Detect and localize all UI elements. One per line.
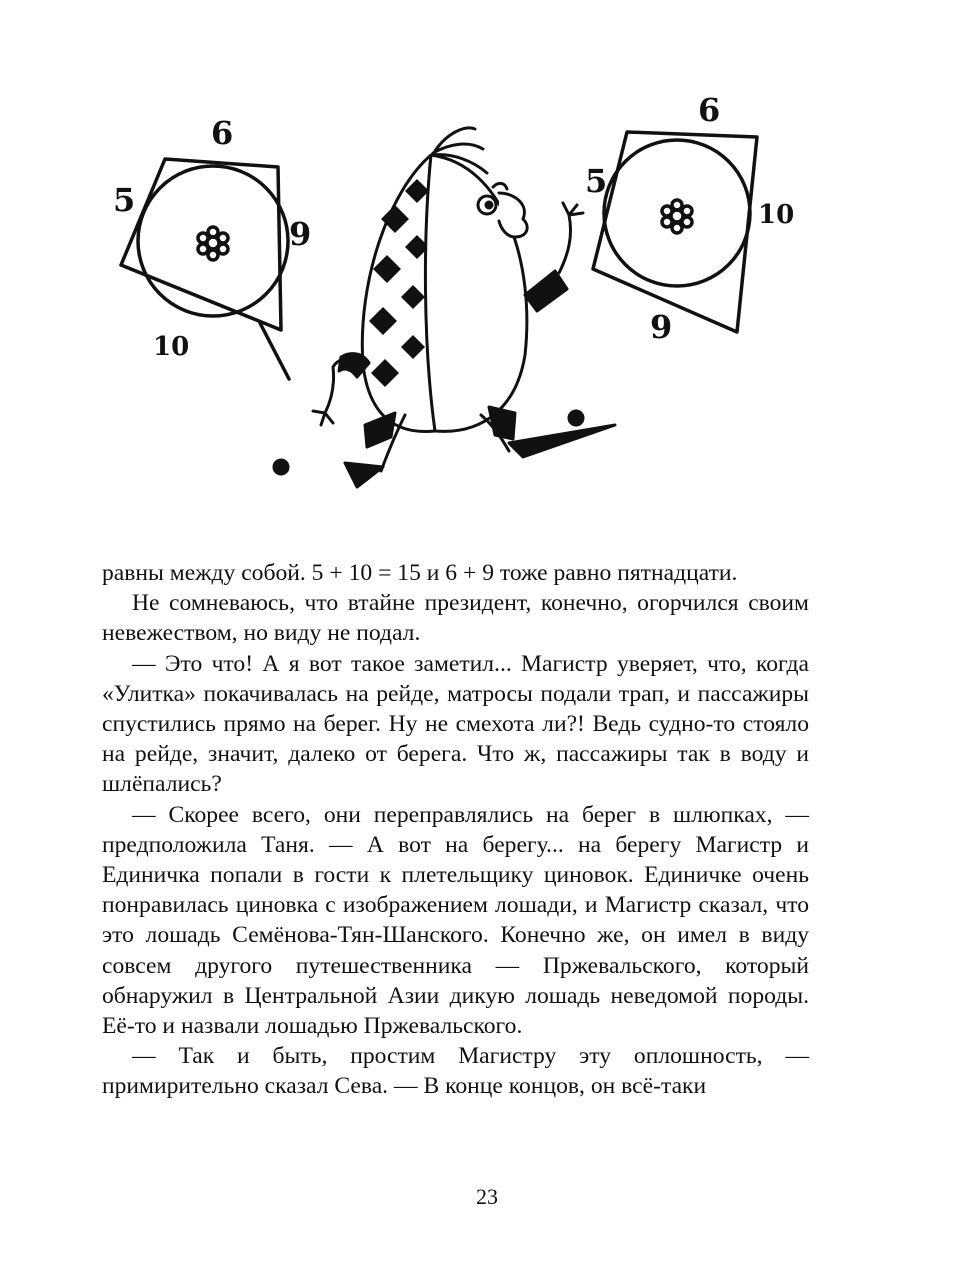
left-quadrilateral — [121, 159, 289, 379]
left-label-9: 9 — [289, 215, 312, 253]
paragraph-5: — Так и быть, простим Магистру эту оплошность, — примирительно сказал Сева. — В конце концов, он всё-таки — [102, 1043, 809, 1100]
right-label-5: 5 — [585, 162, 608, 200]
right-label-6: 6 — [698, 95, 721, 129]
left-label-6: 6 — [211, 114, 234, 152]
paragraph-2: Не сомневаюсь, что втайне президент, конечно, огорчился своим невежеством, но виду не подал. — [102, 590, 809, 647]
left-label-10: 10 — [153, 332, 190, 362]
illustration — [95, 95, 815, 515]
right-label-9: 9 — [650, 308, 673, 346]
body-text — [102, 558, 809, 1102]
right-quadrilateral — [593, 132, 757, 332]
paragraph-3: — Это что! А я вот такое заметил... Магистр уверяет, что, когда «Улитка» покачивалась на рейде, матросы подали трап, и пассажиры спустились прямо на берег. Ну не смехота ли?! Ведь судно-то стояло на рейде, значит, далеко от берега. Что ж, пассажиры так в воду и шлёпались? — [102, 650, 809, 798]
harlequin-figure — [274, 128, 615, 487]
right-label-10: 10 — [758, 200, 795, 230]
left-flower-icon — [198, 227, 228, 260]
paragraph-4: — Скорее всего, они переправлялись на берег в шлюпках, — предположила Таня. — А вот на берегу... на берегу Магистр и Единичка попали в гости к плетельщику циновок. Единичке очень понравилась циновка с изображением лошади, и Магистр сказал, что это лошадь Семёнова-Тян-Шанского. Конечно же, он имел в виду совсем другого путешественника — Пржевальского, который обнаружил в Центральной Азии дикую лошадь неведомой породы. Её-то и назвали лошадью Пржевальского. — [102, 801, 809, 1040]
left-label-5: 5 — [113, 181, 136, 219]
page-number: 23 — [476, 1184, 498, 1209]
paragraph-1: равны между собой. 5 + 10 = 15 и 6 + 9 тоже равно пятнадцати. — [102, 560, 738, 586]
illustration-drawing — [95, 95, 815, 515]
right-flower-icon — [662, 200, 692, 233]
